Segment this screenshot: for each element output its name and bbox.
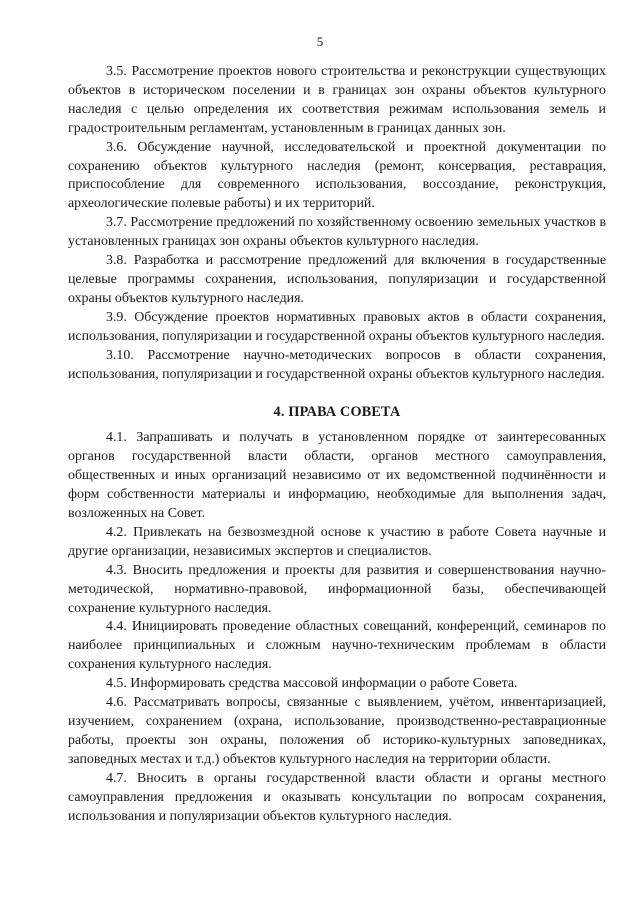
paragraph-4-4: 4.4. Инициировать проведение областных совещаний, конференций, семинаров по наиболее принципиальных и сложным научно-техническим проблемам в области сохранения культурного наследия. (68, 619, 606, 673)
paragraph-3-5: 3.5. Рассмотрение проектов нового строительства и реконструкции существующих объектов в историческом поселении и в границах зон охраны объектов культурного наследия с целью определения их соответствия режимам использования земель и градостроительным регламентам, установленным в границах данных зон. (68, 64, 606, 136)
paragraph-3-8: 3.8. Разработка и рассмотрение предложений для включения в государственные целевые программы сохранения, использования, популяризации и государственной охраны объектов культурного наследия. (68, 253, 606, 306)
paragraph-4-6: 4.6. Рассматривать вопросы, связанные с выявлением, учётом, инвентаризацией, изучением, сохранением (охрана, использование, производственно-реставрационные работы, проекты зон охраны, положения об историко-культурных заповедниках, заповедных местах и т.д.) объектов культурного наследия на территории области. (68, 695, 606, 767)
page-number: 5 (316, 34, 324, 49)
paragraph-3-10: 3.10. Рассмотрение научно-методических вопросов в области сохранения, использования, популяризации и государственной охраны объектов культурного наследия. (68, 347, 606, 382)
paragraph-4-2: 4.2. Привлекать на безвозмездной основе к участию в работе Совета научные и другие организации, независимых экспертов и специалистов. (68, 524, 606, 559)
paragraph-4-1: 4.1. Запрашивать и получать в установленном порядке от заинтересованных органов государственной власти области, органов местного самоуправления, общественных и иных организаций независимо от их ведомственной подчинённости и форм собственности материалы и информацию, необходимые для выполнения задач, возложенных на Совет. (68, 430, 606, 522)
paragraph-4-5: 4.5. Информировать средства массовой информации о работе Совета. (106, 676, 518, 692)
section-heading-council-rights: 4. ПРАВА СОВЕТА (273, 404, 401, 421)
paragraph-3-7: 3.7. Рассмотрение предложений по хозяйственному освоению земельных участков в установленных границах зон охраны объектов культурного наследия. (68, 215, 606, 250)
paragraph-4-7: 4.7. Вносить в органы государственной власти области и органы местного самоуправления предложения и оказывать консультации по вопросам сохранения, использования и популяризации объектов культурного наследия. (68, 770, 606, 824)
paragraph-4-3: 4.3. Вносить предложения и проекты для развития и совершенствования научно-методической, нормативно-правовой, информационной базы, обеспечивающей сохранение культурного наследия. (68, 562, 606, 616)
document-body (68, 63, 606, 826)
paragraph-3-9: 3.9. Обсуждение проектов нормативных правовых актов в области сохранения, использования, популяризации и государственной охраны объектов культурного наследия. (68, 309, 606, 344)
paragraph-3-6: 3.6. Обсуждение научной, исследовательской и проектной документации по сохранению объектов культурного наследия (ремонт, консервация, реставрация, приспособление для современного использования, воссоздание, реконструкция, археологические полевые работы) и их территорий. (68, 139, 606, 212)
